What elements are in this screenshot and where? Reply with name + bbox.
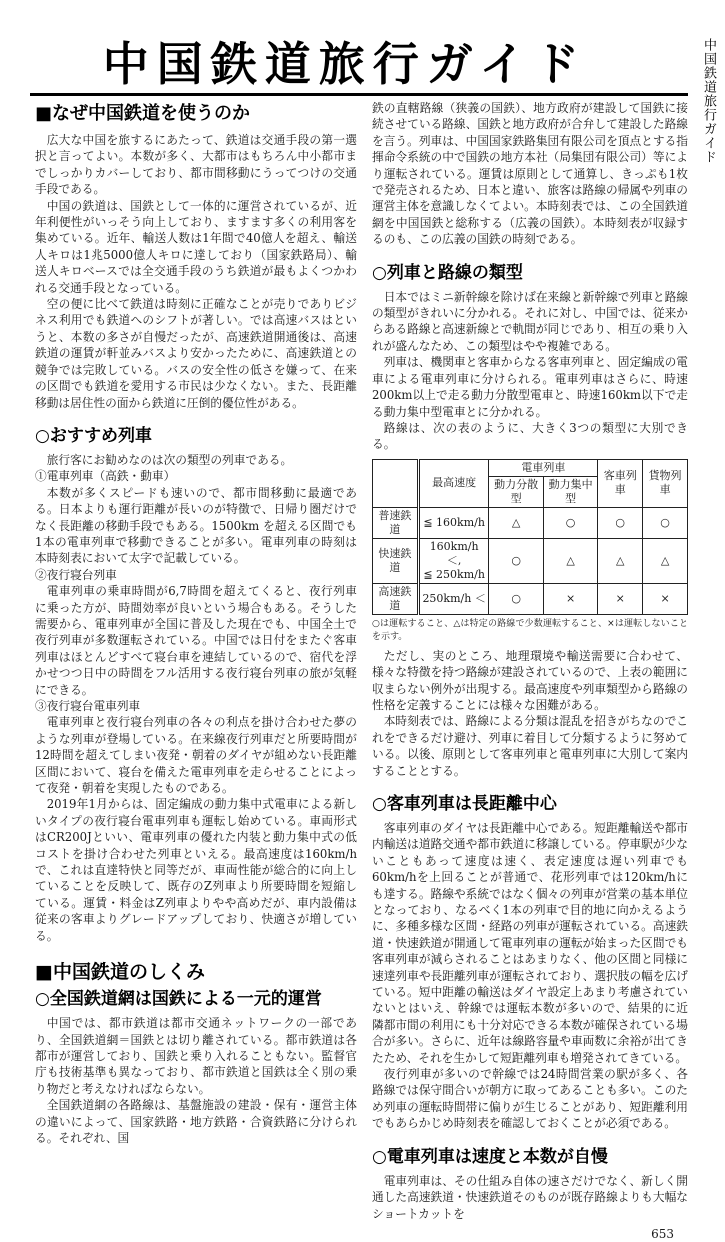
subheading-emu-trains: ○電車列車は速度と本数が自慢 xyxy=(372,1146,608,1167)
cell-passenger: ○ xyxy=(598,507,643,538)
table-row xyxy=(373,583,688,614)
subheading-passenger-trains: ○客車列車は長距離中心 xyxy=(372,793,557,814)
header-passenger: 客車列車 xyxy=(598,459,643,507)
subheading-train-line-types: ○列車と路線の類型 xyxy=(372,262,523,283)
side-tab: 中国鉄道旅行ガイド xyxy=(701,38,716,164)
cell-distributed: △ xyxy=(489,507,543,538)
right-column xyxy=(372,100,688,1242)
table-row xyxy=(373,507,688,538)
cell-distributed: ○ xyxy=(489,583,543,614)
table-row xyxy=(373,538,688,583)
subheading-recommended-trains: ○おすすめ列車 xyxy=(35,425,153,446)
cell-passenger: △ xyxy=(598,538,643,583)
section-heading-why: ■なぜ中国鉄道を使うのか xyxy=(35,103,251,124)
table-note: ○は運転すること、△は特定の路線で少数運転すること、×は運転しないことを示す。 xyxy=(372,618,688,642)
paragraph-continued: 鉄の直轄路線（狭義の国鉄）、地方政府が建設して国鉄に接続させている路線、国鉄と地方政府が合弁して建設した路線を言う。列車は、中国国家鉄路集団有限公司を頂点とする指揮命令系統の中で国鉄の地方本社（局集団有限公司）等により運転されている。運賃は原則として通算し、きっぷも1枚で発売されるため、日本と違い、旅客は路線の帰属や列車の運営主体を意識しなくてよい。本時刻表では、この全国鉄道網を中国国鉄と総称する（広義の国鉄）。本時刻表が収録するのも、この広義の国鉄の時刻である。 xyxy=(372,101,688,247)
line-type-table xyxy=(372,459,688,615)
cell-distributed: ○ xyxy=(489,538,543,583)
paragraph: ただし、実のところ、地理環境や輸送需要に合わせて、様々な特徴を持つ路線が建設されているので、上表の範囲に収まらない例外が出現する。最高速度や列車類型から路線の性格を定義することには様々な困難がある。 xyxy=(372,648,688,712)
left-column xyxy=(35,100,357,1146)
cell-freight: × xyxy=(643,583,688,614)
page-number: 653 xyxy=(651,1226,674,1241)
paragraph: 列車は、機関車と客車からなる客車列車と、固定編成の電車による電車列車に分けられる。電車列車はさらに、時速200km以上で走る動力分散型電車と、時速160km以下で走る動力集中型電車とに分かれる。 xyxy=(372,355,688,419)
list-item-label: ②夜行寝台列車 xyxy=(35,567,117,582)
header-emu: 電車列車 xyxy=(489,459,598,476)
section-heading-system: ■中国鉄道のしくみ xyxy=(35,961,205,984)
page-title: 中国鉄道旅行ガイド xyxy=(102,37,588,91)
subheading-national-network: ○全国鉄道網は国鉄による一元的運営 xyxy=(35,989,322,1010)
row-type: 快速鉄道 xyxy=(373,538,419,583)
header-emu-distributed: 動力分散型 xyxy=(489,476,543,507)
paragraph: 空の便に比べて鉄道は時刻に正確なことが売りでありビジネス利用でも鉄道へのシフトが著しい。では高速バスはというと、本数の多さが自慢だったが、高速鉄道開通後は、高速鉄道の運賃が軒並みバスより安かったために、高速鉄道との競争では完敗している。バスの安全性の低さを嫌って、在来の区間でも鉄道を愛用する市民は少なくない。また、長距離移動は居住性の面から鉄道に圧倒的優位性がある。 xyxy=(35,297,357,410)
paragraph: 中国の鉄道は、国鉄として一体的に運営されているが、近年利便性がいっそう向上しており、ますます多くの利用客を集めている。近年、輸送人数は1年間で40億人を超え、輸送人キロは1兆5000億人キロに達しており（国家鉄路局）、輸送人キロベースでは全交通手段のうち鉄道が最もよくつかわれる交通手段となっている。 xyxy=(35,198,357,295)
speed-line-2: ≦ 250km/h xyxy=(423,567,485,581)
paragraph: 2019年1月からは、固定編成の動力集中式電車による新しいタイプの夜行寝台電車列車も運転し始めている。車両形式はCR200Jといい、電車列車の優れた内装と動力集中式の低コストを掛け合わせた列車といえる。最高速度は160km/hで、これは直達特快と同等だが、車両性能が総合的に向上していることを反映して、既存のZ列車より所要時間を短縮している。運賃・料金はZ列車よりやや高めだが、車内設備は従来の客車よりグレードアップしており、快適さが増している。 xyxy=(35,797,357,943)
paragraph: 路線は、次の表のように、大きく3つの類型に大別できる。 xyxy=(372,420,688,452)
row-speed: ≦ 160km/h xyxy=(418,507,489,538)
paragraph: 旅行客にお勧めなのは次の類型の列車である。 xyxy=(46,452,293,467)
paragraph: 全国鉄道網の各路線は、基盤施設の建設・保有・運営主体の違いによって、国家鉄路・地方鉄路・合資鉄路に分けられる。それぞれ、国 xyxy=(35,1098,357,1145)
cell-passenger: × xyxy=(598,583,643,614)
paragraph: 本数が多くスピードも速いので、都市間移動に最適である。日本よりも運行距離が長いのが特徴で、日帰り圏だけでなく長距離の移動手段でもある。1500km を超える区間でも1本の電車列車で移動できることが多い。電車列車の時刻は本時刻表において太字で記載している。 xyxy=(35,485,357,566)
paragraph: 電車列車と夜行寝台列車の各々の利点を掛け合わせた夢のような列車が登場している。在来線夜行列車だと所要時間が12時間を超えてしまい夜発・朝着のダイヤが組めない長距離区間において、寝台を備えた電車列車を走らせることによって夜発・朝着を実現したものである。 xyxy=(35,715,357,796)
cell-freight: △ xyxy=(643,538,688,583)
row-type: 普速鉄道 xyxy=(373,507,419,538)
cell-concentrated: △ xyxy=(543,538,597,583)
title-rule xyxy=(30,93,688,96)
speed-line-1: 160km/h ＜, xyxy=(429,539,479,567)
paragraph: 電車列車は、その仕組み自体の速さだけでなく、新しく開通した高速鉄道・快速鉄道そのものが既存路線よりも大幅なショートカットを xyxy=(372,1173,688,1221)
paragraph: 日本ではミニ新幹線を除けば在来線と新幹線で列車と路線の類型がきれいに分かれる。それに対し、中国では、従来からある路線と高速新線とで軌間が同じであり、相互の乗り入れが盛んなため、この類型はやや複雑である。 xyxy=(372,289,688,353)
header-max-speed: 最高速度 xyxy=(418,459,489,507)
cell-concentrated: × xyxy=(543,583,597,614)
list-item-label: ③夜行寝台電車列車 xyxy=(35,699,141,713)
cell-concentrated: ○ xyxy=(543,507,597,538)
paragraph: 電車列車の乗車時間が6,7時間を超えてくると、夜行列車に乗った方が、時間効率が良いという場合もある。そうした需要から、電車列車が全国に普及した現在でも、中国全土で夜行列車が多数運転されている。中国では日付をまたぐ客車列車はほとんどすべて寝台車を連結しているので、宿代を浮かせつつ日中の時間をフル活用する夜行寝台列車の旅が気軽にできる。 xyxy=(35,584,357,697)
header-freight: 貨物列車 xyxy=(643,459,688,507)
paragraph: 本時刻表では、路線による分類は混乱を招きがちなのでこれをできるだけ避け、列車に着目して分類するように努めている。以後、原則として客車列車と電車列車に大別して案内することとする。 xyxy=(372,714,688,778)
list-item-label: ①電車列車（高鉄・動車） xyxy=(35,469,176,484)
paragraph: 広大な中国を旅するにあたって、鉄道は交通手段の第一選択と言ってよい。本数が多く、大都市はもちろん中小都市までしっかりカバーしており、都市間移動にうってつけの交通手段である。 xyxy=(35,133,357,197)
row-speed xyxy=(418,538,489,583)
cell-freight: ○ xyxy=(643,507,688,538)
paragraph: 客車列車のダイヤは長距離中心である。短距離輸送や都市内輸送は道路交通や都市鉄道に移譲している。停車駅が少ないこともあって速度は速く、表定速度は遅い列車でも60km/hを上回ることが普通で、花形列車では120km/hにも達する。路線や系統ではなく個々の列車が営業の基本単位となっており、なるべく1本の列車で目的地に向かえるように、多種多様な区間・経路の列車が運転されている。高速鉄道・快速鉄道が開通して電車列車の運転が始まった区間でも客車列車が減らされることはあまりなく、他の区間と同様に速達列車や長距離列車が運転されており、選択肢の幅を広げている。短中距離の輸送はダイヤ設定上あまり考慮されていないとはいえ、幹線では運転本数が多いので、結果的に近隣都市間の利用にも十分対応できる本数が確保されている場合が多い。さらに、近年は線路容量や車両数に余裕が出てきたため、それを生かして短距離列車も増発されてきている。 xyxy=(372,820,688,1065)
row-speed: 250km/h ＜ xyxy=(418,583,489,614)
paragraph: 中国では、都市鉄道は都市交通ネットワークの一部であり、全国鉄道網＝国鉄とは切り離されている。都市鉄道は各都市が運営しており、国鉄と乗り入れることもない。監督官庁も技術基準も異なっており、都市鉄道と国鉄は全く別の乗り物だと考えなければならない。 xyxy=(35,1016,357,1096)
table-corner xyxy=(373,459,419,507)
row-type: 高速鉄道 xyxy=(373,583,419,614)
header-emu-concentrated: 動力集中型 xyxy=(543,476,597,507)
paragraph: 夜行列車が多いので幹線では24時間営業の駅が多く、各路線では保守間合いが朝方に取ってあることも多い。このため列車の運転時間帯に偏りが生じることがあり、短距離利用でもあらかじめ時刻表を確認しておくことが必須である。 xyxy=(372,1067,688,1131)
